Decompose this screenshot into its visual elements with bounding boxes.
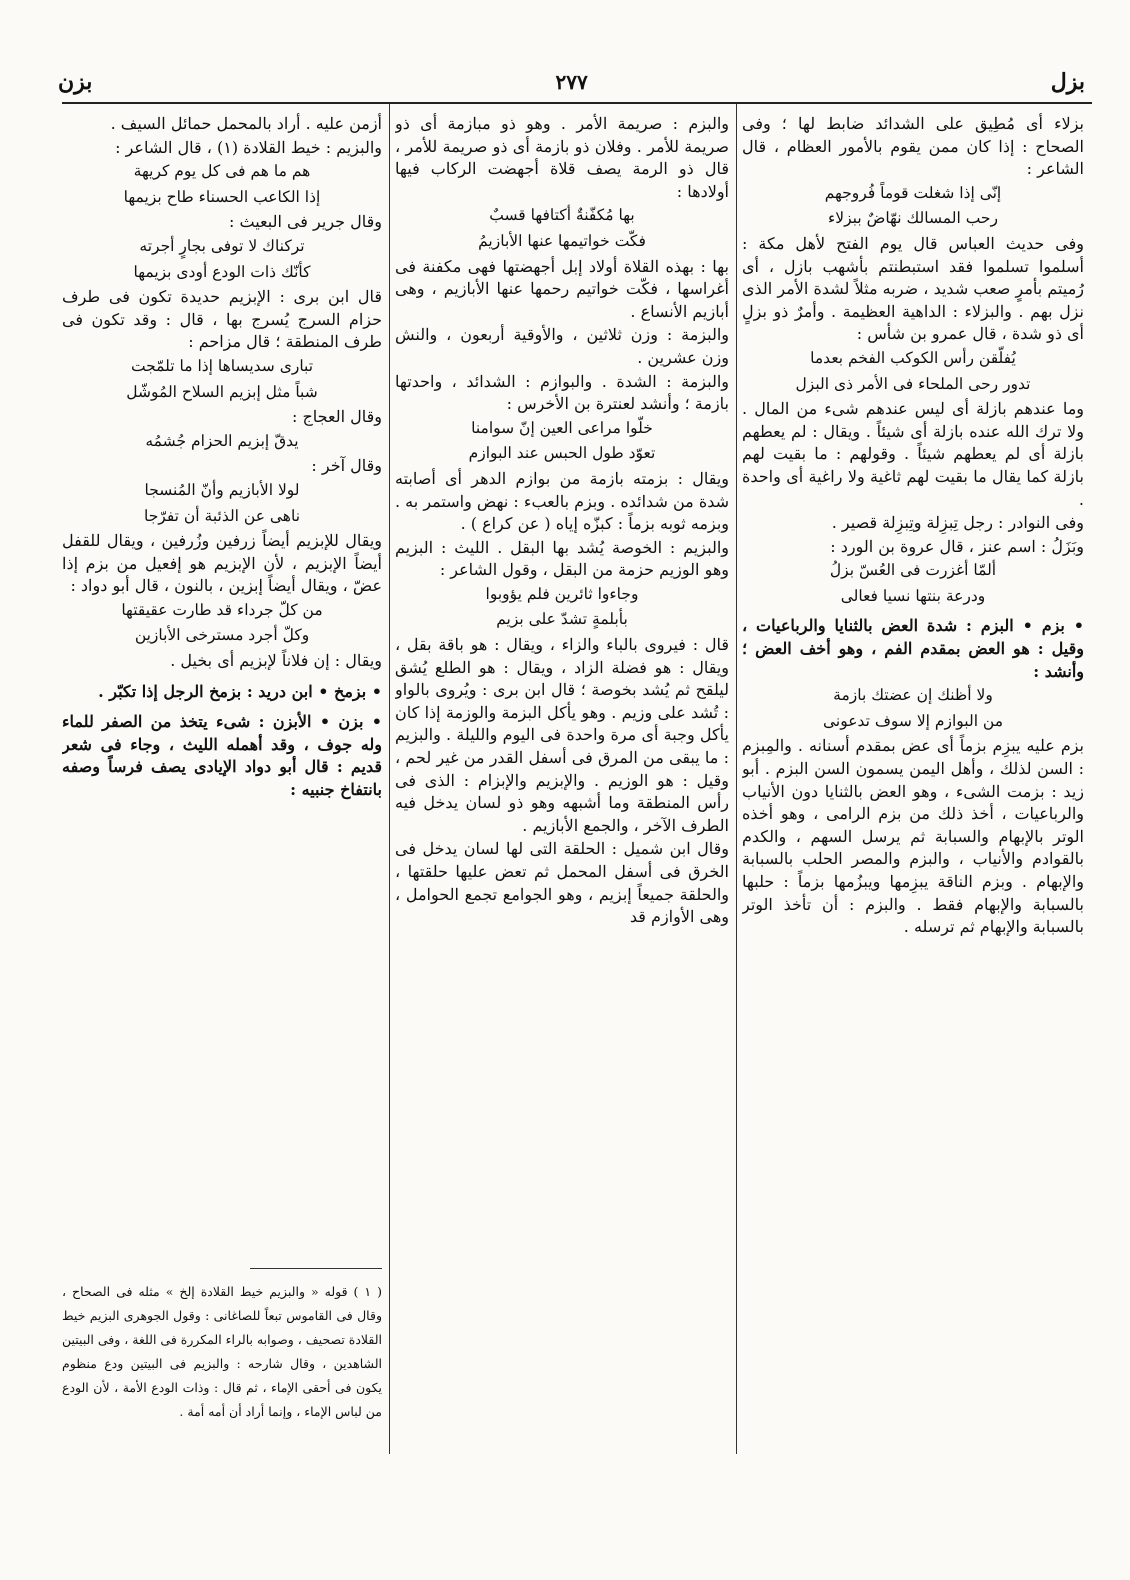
verse-line: تبارى سديساها إذا ما تلمّجت [130,356,314,375]
verse-line: وجاءوا ثائرين فلم يؤوبوا [485,584,639,603]
paragraph: ويقال : بزمته بازمة من بوازم الدهر أى أصابته شدة من شدائده . وبزم بالعبء : نهض واستمر به . وبزمه ثوبه بزماً : كبزّه إياه ( عن كراع ) . [395,468,729,534]
paragraph: والبزمة : الشدة . والبوازم : الشدائد ، واحدتها بازمة ؛ وأنشد لعنترة بن الأخرس : [395,371,729,414]
entry-bzm: • بزم • البزم : شدة العض بالثنايا والرباعيات ، وقيل : هو العض بمقدم الفم ، وهو أخف العض ؛ وأنشد : [742,616,1084,681]
verse-line: رحب المسالك نهّاضٌ ببزلاء [828,209,998,228]
footnote-rule [250,1268,382,1269]
paragraph: وفى حديث العباس قال يوم الفتح لأهل مكة : أسلموا تسلموا فقد استبطنتم بأشهب بازل ، أى رُميتم بأمرٍ صعب شديد ، ضربه مثلاً لشدة الأمر الذى نزل بهم . والبزلاء : الداهية العظيمة . وأمرٌ ذو بزلٍ أى ذو شدة ، قال عمرو بن شأس : [742,233,1084,344]
verse-line: ودرعة بنتها نسيا فعالى [840,586,986,605]
verse-line: شباً مثل إبزيم السلاح المُوشّل [126,382,318,401]
verse-line: يدقّ إبزيم الحزام جُشمُه [145,431,299,450]
verse-line: خلّوا مراعى العين إنّ سوامنا [471,418,653,437]
paragraph: وقال ابن شميل : الحلقة التى لها لسان يدخل فى الخرق فى أسفل المحمل ثم تعض عليها حلقتها ، والحلقة جميعاً إبزيم ، وهو الجوامع تجمع الحوامل ، وهى الأوازم قد [395,839,729,927]
verse-line: إذا الكاعب الحسناء طاح بزيمها [123,187,321,206]
paragraph: ويقال للإبزيم أيضاً زرفين وزُرفين ، ويقال للقفل أيضاً الإبزيم ، لأن الإبزيم هو إفعيل من بزم إذا عضّ ، ويقال أيضاً إبزين ، بالنون ، قال أبو دواد : [62,531,382,596]
paragraph: وما عندهم بازلة أى ليس عندهم شىء من المال . ولا ترك الله عنده بازلة أى شيئاً . ويقال : لم يعطهم بازلة أى لم يعطهم شيئاً . وقولهم : ما بقيت لهم بازلة كما يقال ما بقيت لهم ثاغية ولا راغية أى واحدة . [742,399,1084,509]
column-middle [395,113,729,1453]
header-right-word: بزل [1050,69,1085,95]
entry-bzmkh: • بزمخ • ابن دريد : بزمخ الرجل إذا تكبّر . [98,681,382,701]
paragraph: قال ابن برى : الإبزيم حديدة تكون فى طرف حزام السرج يُسرج بها ، قال : وقد تكون فى طرف المنطقة ؛ قال مزاحم : [62,287,382,352]
paragraph: والبزيم : الخوصة يُشد بها البقل . الليث : البزيم وهو الوزيم حزمة من البقل ، وقول الشاعر : [395,537,729,580]
verse-line: ولا أظنك إن عضتك بازمة [833,686,993,705]
verse-line: بها مُكفّنةٌ أكتافها قسبٌ [489,206,635,225]
paragraph: بها : بهذه القلاة أولاد إبل أجهضتها فهى مكفنة فى أغراسها ، فكّت خواتيم رحمها عنها الأبازيم ، وهى أبازيم الأنساع . [395,256,729,321]
verse-line: يُفلّقن رأس الكوكب الفخم بعدما [810,348,1016,367]
paragraph: بزلاء أى مُطِيق على الشدائد ضابط لها ؛ وفى الصحاح : إذا كان ممن يقوم بالأمور العظام ، قال الشاعر : [742,114,1084,179]
paragraph: وفى النوادر : رجل تِبزِلة وتِبزِلة قصير . [831,513,1084,533]
verse-line: تعوّد طول الحبس عند البوازم [468,444,656,463]
verse-line: لولا الأبازيم وأنّ المُنسجا [144,480,300,499]
verse-line: من البوازم إلا سوف تدعونى [822,711,1004,730]
paragraph: والبزم : صريمة الأمر . وهو ذو مبازمة أى ذو صريمة للأمر . وفلان ذو بازمة أى ذو صريمة للأمر ، قال ذو الرمة يصف قلاة أجهضت الركاب فيها أولادها : [395,114,729,201]
column-divider-right [736,104,737,1454]
paragraph: وقال آخر : [311,456,382,476]
verse-line: من كلّ جرداء قد طارت عقيقتها [121,600,323,619]
verse-line: إنّى إذا شغلت قوماً فُروجهم [824,183,1002,202]
paragraph: وقال جرير فى البعيث : [229,212,382,232]
verse-line: كأنّك ذات الودع أودى بزيمها [133,262,311,281]
verse-line: ناهى عن الذئبة أن تفرّجا [143,506,301,525]
paragraph: والبزيم : خيط القلادة (١) ، قال الشاعر : [115,137,382,157]
footnote: ( ١ ) قوله « والبزيم خيط القلادة إلخ » مثله فى الصحاح ، وقال فى القاموس تبعاً للصاغانى : وقول الجوهرى البزيم خيط القلادة تصحيف ، وصوابه بالراء المكررة فى اللغة ، وفى البيتين الشاهدين ، وقال شارحه : والبزيم فى البيتين ودع منظوم يكون فى أحقى الإماء ، ثم قال : وذات الودع الأمة ، لأن الودع من لباس الإماء ، وإنما أراد أن أمه أمة . [62,1284,382,1419]
verse-line: تركناك لا توفى بجارٍ أجرته [139,236,305,255]
column-left [62,113,382,1253]
paragraph: وقال العجاج : [291,407,382,427]
verse-line: بأبلمةٍ تشدّ على بزيم [496,610,628,629]
paragraph: أزمن عليه . أراد بالمحمل حمائل السيف . [110,114,382,133]
paragraph: قال : فيروى بالباء والزاء ، ويقال : هو باقة بقل ، ويقال : هو فضلة الزاد ، ويقال : هو الطلع يُشق ليلقح ثم يُشد بخوصة ؛ قال ابن برى : ويُروى بالواو : تُشد على وزيم . وهو يأكل البزمة والوزمة إذا كان يأكل وجبة أى مرة واحدة فى اليوم والليلة . والبزيم : ما يبقى من المرق فى أسفل القدر من غير لحم ، وقيل : هو الوزيم . والإبزيم والإبزام : الذى فى رأس المنطقة وما أشبهه وهو ذو لسان يدخل فيه الطرف الآخر ، والجمع الأبازيم . [395,635,729,835]
column-divider-left [389,104,390,1454]
column-right [742,113,1084,1453]
page-number: ٢٧٧ [555,70,588,94]
verse-line: هم ما هم فى كل يوم كريهة [133,162,311,181]
paragraph: والبزمة : وزن ثلاثين ، والأوقية أربعون ، والنش وزن عشرين . [395,325,729,367]
verse-line: ألمّا أغزرت فى العُسّ بزلُ [829,561,997,580]
paragraph: بزم عليه يبزِم بزماً أى عض بمقدم أسنانه . والمِبزم : السن لذلك ، وأهل اليمن يسمون السن البزم . أبو زيد : بزمت الشىء ، وهو العض بالثنايا دون الأنياب والرباعيات ، أخذ ذلك من بزم الرامى ، وهو أخذه الوتر بالإبهام والسبابة ثم يرسل السهم ، والكدم بالقوادم والأنياب ، والبزم والمصر الحلب بالسبابة والإبهام . وبزم الناقة يبزِمها ويبزُمها بزماً : حلبها بالسبابة والإبهام فقط . والبزم : أن تأخذ الوتر بالسبابة والإبهام ثم ترسله . [742,736,1084,937]
header-left-word: بزن [58,69,93,95]
paragraph: ويقال : إن فلاناً لإبزيم أى بخيل . [170,651,382,671]
verse-line: فكّت خواتيمها عنها الأبازيمُ [478,231,646,250]
running-header [58,62,1085,102]
verse-line: وكلّ أجرد مسترخى الأبازين [134,626,310,645]
entry-bzn: • بزن • الأبزن : شىء يتخذ من الصفر للماء وله جوف ، وقد أهمله الليث ، وجاء فى شعر قديم : قال أبو دواد الإيادى يصف فرساً وصفه بانتفاخ جنبيه : [62,712,382,800]
verse-line: تدور رحى الملحاء فى الأمر ذى البزل [795,374,1031,393]
paragraph: وبَزَلُ : اسم عنز ، قال عروة بن الورد : [830,536,1084,556]
header-rule [62,102,1092,104]
